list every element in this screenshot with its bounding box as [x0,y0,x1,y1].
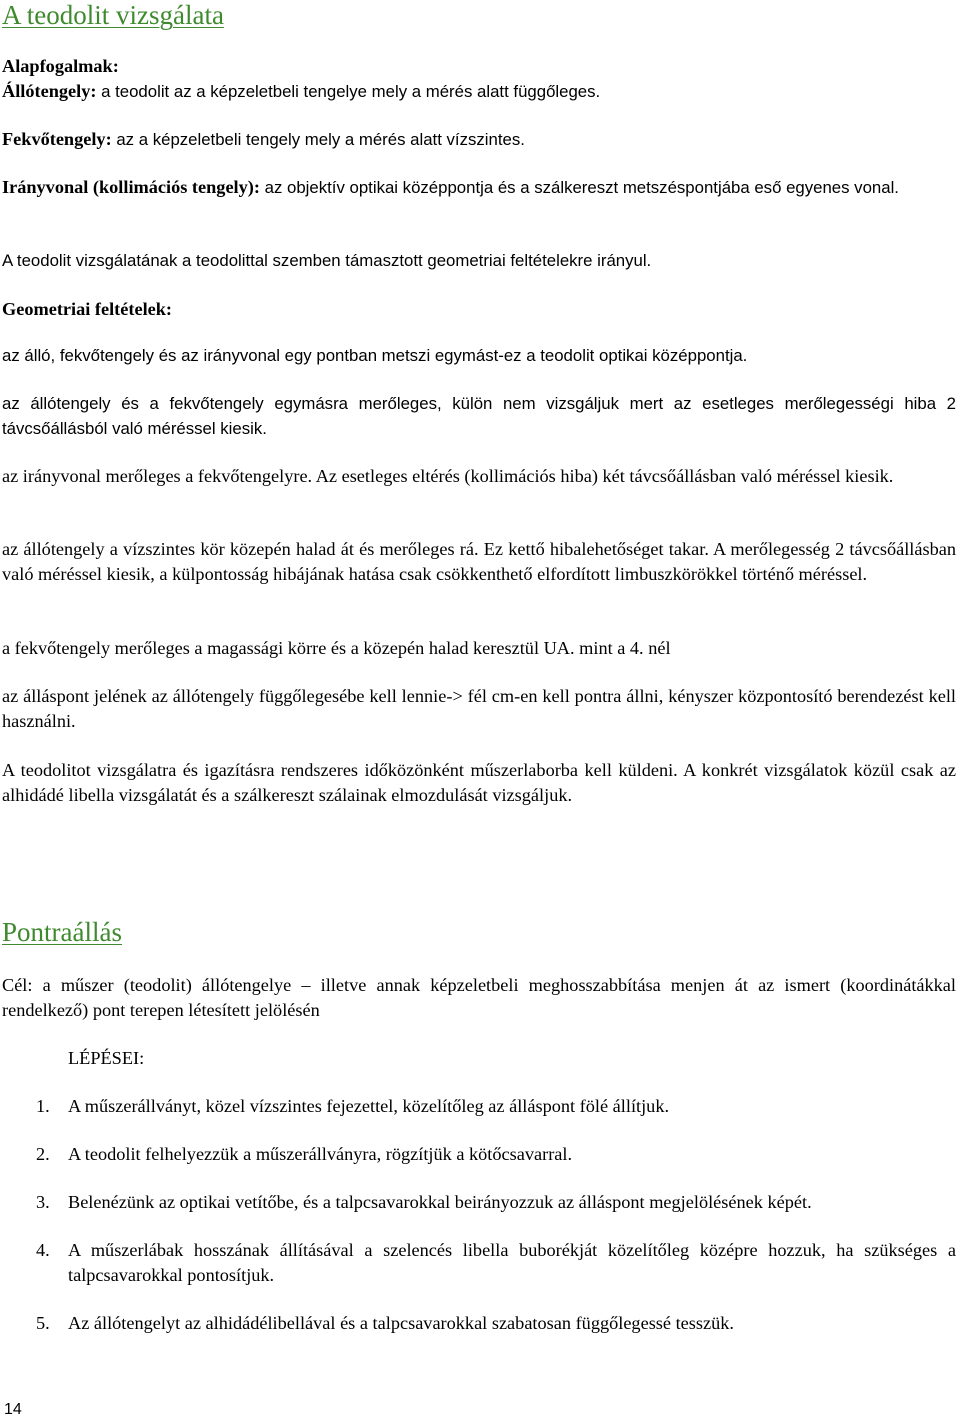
condition-6: az álláspont jelének az állótengely függőlegesébe kell lennie-> fél cm-en kell pontra állni, kényszer központosító berendezést kell használni. [2,686,956,731]
alapfogalmak-heading: Alapfogalmak: [2,56,119,76]
fekvotengely-definition: az a képzeletbeli tengely mely a mérés alatt vízszintes. [111,130,525,149]
list-item [36,1238,956,1288]
list-item [36,1190,956,1215]
iranyvonal-definition: az objektív optikai középpontja és a szálkereszt metszéspontjába eső egyenes vonal. [259,178,899,197]
step-number: 3. [36,1192,50,1212]
condition-3: az irányvonal merőleges a fekvőtengelyre. Az esetleges eltérés (kollimációs hiba) két távcsőállásban való méréssel kiesik. [2,466,894,486]
closing-paragraph: A teodolitot vizsgálatra és igazításra rendszeres időközönként műszerlaborba kell küldeni. A konkrét vizsgálatok közül csak az alhidádé libella vizsgálatát és a szálkereszt szálainak elmozdulását vizsgáljuk. [2,760,956,805]
step-number: 5. [36,1313,50,1333]
step-text: Az állótengelyt az alhidádélibellával és a talpcsavarokkal szabatosan függőlegessé tesszük. [68,1313,734,1333]
condition-4: az állótengely a vízszintes kör közepén halad át és merőleges rá. Ez kettő hibalehetőséget takar. A merőlegesség 2 távcsőállásban való méréssel kiesik, a külpontosság hibájának hatása csak csökkenthető elfordított limbuszkörökkel történő méréssel. [2,539,956,584]
iranyvonal-paragraph [2,175,956,200]
step-text: A műszerállványt, közel vízszintes fejezettel, közelítőleg az álláspont fölé állítjuk. [68,1096,670,1116]
step-number: 1. [36,1096,50,1116]
intro-paragraph: A teodolit vizsgálatának a teodolittal szemben támasztott geometriai feltételekre irányul. [2,251,652,270]
definitions-block [2,54,956,104]
iranyvonal-term: Irányvonal (kollimációs tengely): [2,177,260,197]
goal-paragraph: Cél: a műszer (teodolit) állótengelye – illetve annak képzeletbeli meghosszabbítása menjen át az ismert (koordinátákkal rendelkező) pont terepen létesített jelölésén [2,975,956,1020]
step-number: 4. [36,1240,50,1260]
condition-2: az állótengely és a fekvőtengely egymásra merőleges, külön nem vizsgáljuk mert az esetleges merőlegességi hiba 2 távcsőállásból való méréssel kiesik. [2,394,956,438]
allotengely-definition: a teodolit az a képzeletbeli tengelye mely a mérés alatt függőleges. [96,82,601,101]
fekvotengely-term: Fekvőtengely: [2,129,112,149]
fekvotengely-paragraph [2,127,956,152]
list-item [36,1142,956,1167]
section-title-pontraallas: Pontraállás [2,917,122,947]
step-text: A műszerlábak hosszának állításával a szelencés libella buborékját közelítőleg középre hozzuk, ha szükséges a talpcsavarokkal pontosítjuk. [68,1240,956,1285]
list-item [36,1311,956,1336]
condition-5: a fekvőtengely merőleges a magassági körre és a közepén halad keresztül UA. mint a 4. nél [2,638,671,658]
condition-1: az álló, fekvőtengely és az irányvonal egy pontban metszi egymást-ez a teodolit optikai középpontja. [2,346,748,365]
step-text: A teodolit felhelyezzük a műszerállványra, rögzítjük a kötőcsavarral. [68,1144,573,1164]
geometric-conditions-heading: Geometriai feltételek: [2,299,173,319]
steps-label: LÉPÉSEI: [68,1048,145,1068]
step-number: 2. [36,1144,50,1164]
allotengely-term: Állótengely: [2,81,97,101]
step-text: Belenézünk az optikai vetítőbe, és a talpcsavarokkal beirányozzuk az álláspont megjelölésének képét. [68,1192,812,1212]
list-item [36,1094,956,1119]
page-number: 14 [4,1401,22,1418]
section-title-teodolit: A teodolit vizsgálata [2,0,224,30]
